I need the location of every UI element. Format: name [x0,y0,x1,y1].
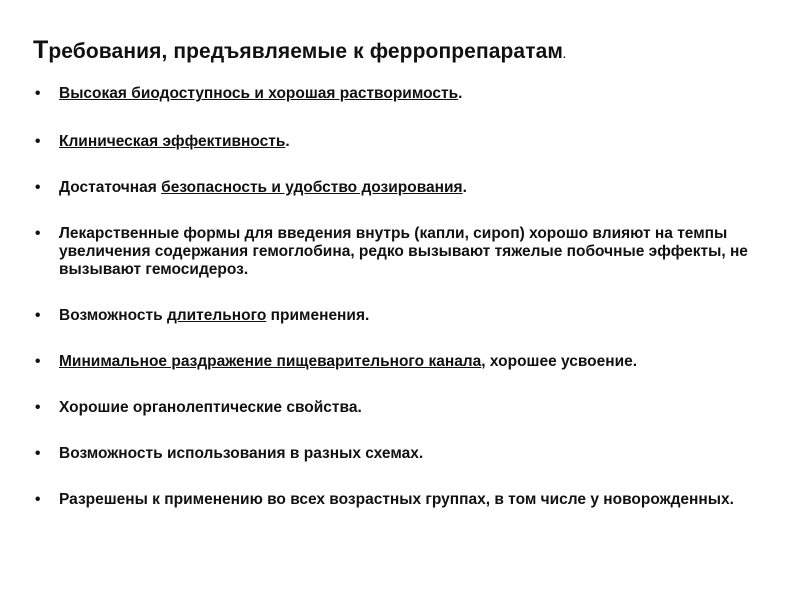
list-item [35,399,765,417]
bullet-icon: • [35,307,41,324]
item-text: . [462,179,467,196]
list-item [35,225,765,279]
item-text: применения. [266,307,370,324]
item-text: Возможность [59,307,167,324]
bullet-icon: • [35,353,41,370]
item-text: . [285,133,290,150]
item-text: . [458,85,463,102]
list-item [35,491,765,509]
item-text: Разрешены к применению во всех возрастных группах, в том числе у новорожденных. [59,491,734,508]
list-item [35,133,765,151]
bullet-icon: • [35,179,41,196]
item-text: Достаточная [59,179,162,196]
bullet-icon: • [35,85,41,102]
item-text: Возможность использования в разных схемах. [59,445,424,462]
title-trailing-dot: . [563,50,566,61]
item-underlined-text: безопасность и удобство дозирования [161,179,463,196]
bullet-icon: • [35,399,41,416]
requirements-list [35,85,765,509]
bullet-icon: • [35,491,41,508]
list-item [35,179,765,197]
item-underlined-text: Клиническая эффективность [59,133,286,150]
list-item [35,307,765,325]
title-first-letter: Т [33,36,49,64]
list-item [35,85,765,103]
bullet-icon: • [35,445,41,462]
bullet-icon: • [35,133,41,150]
item-underlined-text: Высокая биодоступнось и хорошая растворимость [59,85,459,102]
item-text: Лекарственные формы для введения внутрь (капли, сироп) хорошо влияют на темпы увеличения содержания гемоглобина, редко вызывают тяжелые побочные эффекты, не вызывают гемосидероз. [59,225,748,278]
item-text: Хорошие органолептические свойства. [59,399,362,416]
bullet-icon: • [35,225,41,242]
item-underlined-text: Минимальное раздражение пищеварительного канала [59,353,482,370]
slide-title [33,36,566,65]
item-underlined-text: длительного [166,307,267,324]
list-item [35,445,765,463]
item-text: , хорошее усвоение. [481,353,638,370]
title-text: ребования, предъявляемые к ферропрепаратам [48,40,564,63]
list-item [35,353,765,371]
